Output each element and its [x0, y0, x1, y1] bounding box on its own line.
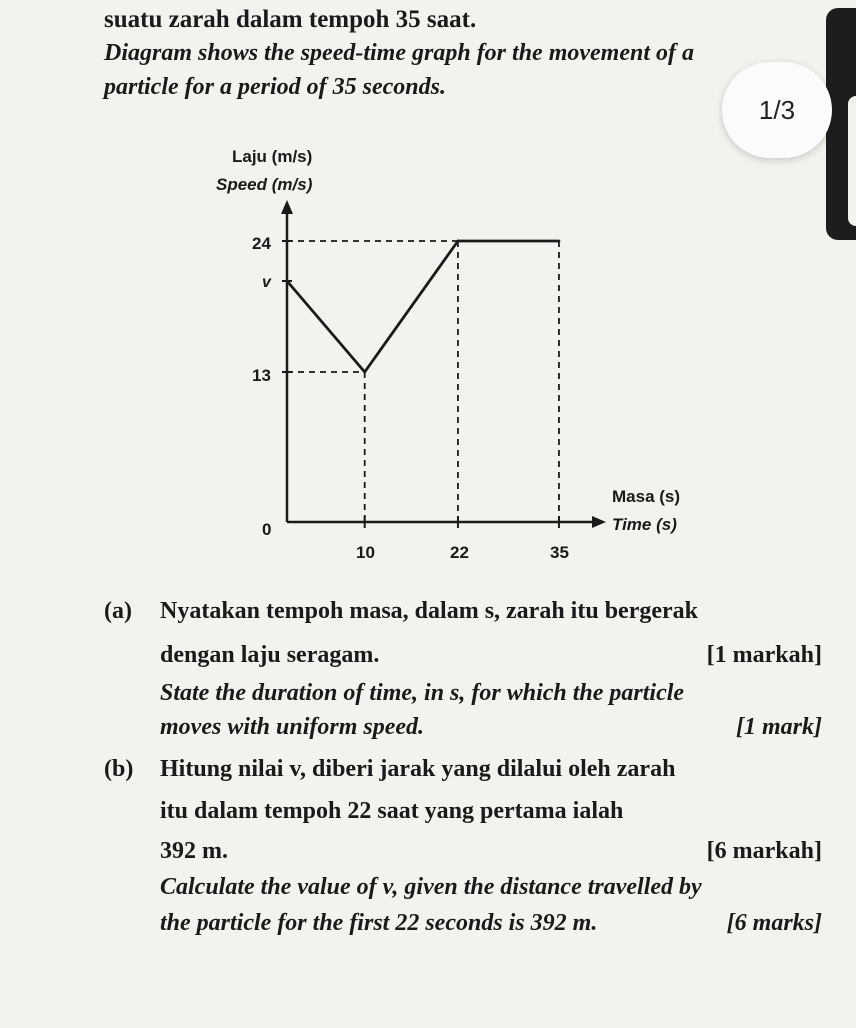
- graph-segment-1: [287, 281, 365, 372]
- question-a-english-line-2: moves with uniform speed.: [160, 714, 425, 740]
- question-a-malay-line-1: Nyatakan tempoh masa, dalam s, zarah itu bergerak: [160, 598, 698, 624]
- x-axis-label-english: Time (s): [612, 515, 677, 534]
- y-tick-label-v: v: [262, 274, 271, 291]
- x-tick-label-35: 35: [550, 543, 569, 562]
- question-a-malay-line-2: dengan laju seragam.: [160, 642, 380, 668]
- intro-line-malay: suatu zarah dalam tempoh 35 saat.: [104, 6, 477, 33]
- origin-label: 0: [262, 520, 272, 539]
- y-tick-label-13: 13: [252, 366, 271, 385]
- question-b-english-line-2: the particle for the first 22 seconds is 392 m.: [160, 910, 598, 936]
- question-a-label: (a): [104, 598, 132, 624]
- y-tick-label-24: 24: [252, 234, 271, 253]
- question-b-label: (b): [104, 756, 134, 782]
- intro-line-english-1: Diagram shows the speed-time graph for the movement of a: [104, 40, 694, 66]
- question-b-english-marks: [6 marks]: [726, 910, 822, 936]
- question-a-english-line-1: State the duration of time, in s, for which the particle: [160, 680, 685, 706]
- intro-line-english-2: particle for a period of 35 seconds.: [104, 74, 446, 100]
- question-b-english-line-1: Calculate the value of v, given the distance travelled by: [160, 874, 702, 900]
- speed-time-graph: [0, 130, 856, 570]
- x-axis-label-malay: Masa (s): [612, 487, 681, 506]
- question-a-malay-marks: [1 markah]: [706, 642, 822, 668]
- question-b-malay-line-3: 392 m.: [160, 838, 228, 864]
- y-axis-label-malay: Laju (m/s): [232, 147, 313, 166]
- question-b-malay-line-2: itu dalam tempoh 22 saat yang pertama ialah: [160, 798, 624, 824]
- page-indicator-badge: 1/3: [722, 62, 832, 158]
- y-axis-label-english: Speed (m/s): [216, 175, 313, 194]
- graph-segment-2: [365, 241, 458, 372]
- x-tick-label-22: 22: [450, 543, 469, 562]
- question-a-english-marks: [1 mark]: [736, 714, 822, 740]
- x-tick-label-10: 10: [356, 543, 375, 562]
- x-axis-arrow: [592, 516, 606, 528]
- question-b-malay-marks: [6 markah]: [706, 838, 822, 864]
- y-axis-arrow: [281, 200, 293, 214]
- question-b-malay-line-1: Hitung nilai v, diberi jarak yang dilalui oleh zarah: [160, 756, 676, 782]
